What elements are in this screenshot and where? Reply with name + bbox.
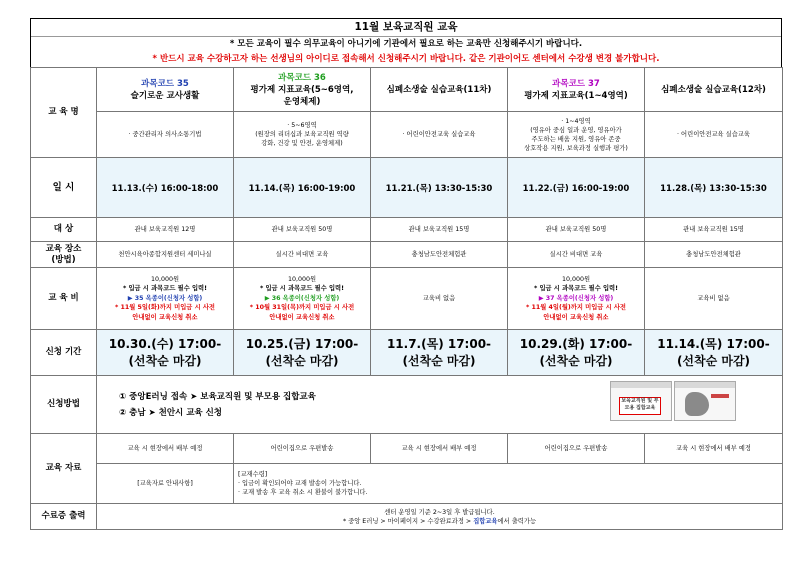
notice-line-2: * 반드시 교육 수강하고자 하는 선생님의 아이디로 접속해서 신청해주시기 바랍니다. 같은 기관이어도 센터에서 수강생 변경 불가합니다. <box>152 54 660 64</box>
row-course-name <box>31 68 783 112</box>
course-detail <box>645 112 783 158</box>
course-detail <box>97 112 234 158</box>
course-place: 충청남도안전체험관 <box>371 242 508 268</box>
fee-amount: 10,000원 <box>287 275 317 283</box>
row-certificate <box>31 504 783 530</box>
label-schedule: 일 시 <box>31 158 97 218</box>
certificate-path-end: 에서 출력가능 <box>497 517 537 525</box>
materials-notice-label: [교육자료 안내사항] <box>97 464 234 504</box>
course-fee <box>508 268 645 330</box>
course-date: 11.21.(목) 13:30-15:30 <box>371 158 508 218</box>
course-date: 11.13.(수) 16:00-18:00 <box>97 158 234 218</box>
fee-cancel-note: 안내없이 교육신청 취소 <box>543 313 609 321</box>
label-target: 대 상 <box>31 218 97 242</box>
row-target <box>31 218 783 242</box>
course-fee <box>97 268 234 330</box>
course-code: 과목코드 37 <box>552 78 600 89</box>
row-materials <box>31 434 783 464</box>
course-fee: 교육비 없음 <box>645 268 783 330</box>
row-materials-notice <box>31 464 783 504</box>
fee-code-line: ▶ 37 옥종이(신청자 성함) <box>538 294 614 302</box>
detail-text: 주도하는 배움 지원, 영유아 존중 <box>531 135 621 143</box>
course-material: 어린이집으로 우편발송 <box>508 434 645 464</box>
deadline-date: 10.29.(화) 17:00- <box>519 336 633 351</box>
fee-amount: 10,000원 <box>561 275 591 283</box>
fee-deadline: * 11월 5일(화)까지 미입금 시 사전 <box>114 304 216 312</box>
fee-deadline: * 10월 31일(목)까지 미입금 시 사전 <box>249 304 355 312</box>
course-deadline <box>234 330 371 376</box>
course-36-header <box>234 68 371 112</box>
label-certificate: 수료증 출력 <box>31 504 97 530</box>
document-page <box>30 18 782 530</box>
deadline-date: 10.30.(수) 17:00- <box>108 336 222 351</box>
detail-text: 상호작용 지원, 보육과정 실행과 평가) <box>524 144 628 152</box>
deadline-note: (선착순 마감) <box>676 353 751 368</box>
row-fee <box>31 268 783 330</box>
detail-text: (영유아 중심 일과 운영, 영유아가 <box>530 126 622 134</box>
course-place: 실시간 비대면 교육 <box>234 242 371 268</box>
label-materials: 교육 자료 <box>31 434 97 504</box>
korea-map-icon <box>685 392 709 416</box>
method-step-1: ① 중앙E러닝 접속 ➤ 보육교직원 및 부모용 집합교육 <box>119 391 316 402</box>
detail-text: · 1~4영역 <box>561 117 591 125</box>
notice-line-1: * 모든 교육이 필수 의무교육이 아니기에 기관에서 필요로 하는 교육만 신청해주시기 바랍니다. <box>229 39 583 49</box>
certificate-line-2 <box>99 517 780 526</box>
course-cpr11-header <box>371 68 508 112</box>
course-name: 평가제 지표교육(5~6영역, <box>250 84 354 95</box>
course-date: 11.22.(금) 16:00-19:00 <box>508 158 645 218</box>
materials-notice <box>234 464 783 504</box>
deadline-date: 11.14.(목) 17:00- <box>657 336 770 351</box>
course-deadline <box>508 330 645 376</box>
detail-text: · 어린이안전교육 실습교육 <box>402 131 476 138</box>
certificate-path-highlight: 집합교육 <box>473 517 498 525</box>
elearning-screenshot <box>610 381 672 421</box>
course-target: 관내 보육교직원 50명 <box>234 218 371 242</box>
certificate-line-1: 센터 운영일 기준 2~3일 후 발급됩니다. <box>384 508 495 516</box>
course-deadline <box>645 330 783 376</box>
course-code: 과목코드 35 <box>141 78 189 89</box>
course-material: 어린이집으로 우편발송 <box>234 434 371 464</box>
screenshot-toolbar <box>675 382 735 388</box>
label-apply-method: 신청방법 <box>31 376 97 434</box>
detail-text: · 5~6영역 <box>287 122 317 129</box>
deadline-note: (선착순 마감) <box>402 353 476 368</box>
label-edu-name: 교 육 명 <box>31 68 97 158</box>
course-name: 심폐소생술 실습교육(12차) <box>661 84 766 95</box>
fee-note: * 입금 시 과목코드 필수 입력! <box>533 285 619 293</box>
certificate-path: * 중앙 E러닝 > 마이페이지 > 수강완료과정 > <box>342 517 474 525</box>
deadline-date: 11.7.(목) 17:00- <box>386 336 492 351</box>
course-target: 관내 보육교직원 15명 <box>371 218 508 242</box>
apply-method-cell <box>97 376 783 434</box>
course-37-header <box>508 68 645 112</box>
course-name: 심폐소생술 실습교육(11차) <box>386 84 492 95</box>
fee-note: * 입금 시 과목코드 필수 입력! <box>259 285 345 293</box>
fee-cancel-note: 안내없이 교육신청 취소 <box>132 313 198 321</box>
course-target: 관내 보육교직원 50명 <box>508 218 645 242</box>
course-deadline <box>97 330 234 376</box>
fee-deadline: * 11월 4일(월)까지 미입금 시 사전 <box>525 304 627 312</box>
course-name: 평가제 지표교육(1~4영역) <box>524 90 628 101</box>
detail-text: · 중간관리자 의사소통기법 <box>128 131 202 138</box>
header <box>30 18 782 67</box>
detail-text: · 어린이안전교육 실습교육 <box>677 131 750 138</box>
course-material: 교육 시 현장에서 배부 예정 <box>97 434 234 464</box>
group-edu-menu-highlight: 보육교직원 및 부모용 집합교육 <box>619 397 661 415</box>
method-step-2: ② 충남 ➤ 천안시 교육 신청 <box>119 407 223 418</box>
course-date: 11.14.(목) 16:00-19:00 <box>234 158 371 218</box>
course-material: 교육 시 현장에서 배부 예정 <box>371 434 508 464</box>
course-35-header <box>97 68 234 112</box>
fee-note: * 입금 시 과목코드 필수 입력! <box>122 285 208 293</box>
fee-amount: 10,000원 <box>150 275 180 283</box>
row-place <box>31 242 783 268</box>
label-apply-period: 신청 기간 <box>31 330 97 376</box>
course-target: 관내 보육교직원 15명 <box>645 218 783 242</box>
course-fee <box>234 268 371 330</box>
label-place: 교육 장소 (방법) <box>31 242 97 268</box>
course-material: 교육 시 현장에서 배부 예정 <box>645 434 783 464</box>
deadline-date: 10.25.(금) 17:00- <box>245 336 359 351</box>
fee-cancel-note: 안내없이 교육신청 취소 <box>269 313 335 321</box>
course-code: 과목코드 36 <box>278 72 326 83</box>
fee-code-line: ▶ 36 옥종이(신청자 성함) <box>264 294 340 302</box>
course-deadline <box>371 330 508 376</box>
detail-text: (원장의 리더십과 보육교직원 역량 <box>255 131 349 138</box>
certificate-info <box>97 504 783 530</box>
label-fee: 교 육 비 <box>31 268 97 330</box>
page-title: 11월 보육교직원 교육 <box>31 19 781 37</box>
course-name: 슬기로운 교사생활 <box>130 90 200 101</box>
course-detail <box>371 112 508 158</box>
deadline-note: (선착순 마감) <box>539 353 613 368</box>
notice-line: · 교재 발송 후 교육 취소 시 환불이 불가합니다. <box>238 489 368 496</box>
course-date: 11.28.(목) 13:30-15:30 <box>645 158 783 218</box>
course-target: 관내 보육교직원 12명 <box>97 218 234 242</box>
notice-line: · 입금이 확인되어야 교재 발송이 가능합니다. <box>238 480 362 487</box>
fee-code-line: ▶ 35 옥종이(신청자 성함) <box>127 294 203 302</box>
screenshot-toolbar <box>611 382 671 388</box>
row-apply-period <box>31 330 783 376</box>
region-highlight-icon <box>711 394 729 398</box>
course-place: 충청남도안전체험관 <box>645 242 783 268</box>
schedule-table <box>30 67 783 530</box>
row-schedule <box>31 158 783 218</box>
course-place: 실시간 비대면 교육 <box>508 242 645 268</box>
course-detail <box>508 112 645 158</box>
detail-text: 강화, 건강 및 안전, 운영체제) <box>261 140 343 147</box>
deadline-note: (선착순 마감) <box>128 353 202 368</box>
region-map-screenshot <box>674 381 736 421</box>
course-place: 천안시육아종합지원센터 세미나실 <box>97 242 234 268</box>
course-fee: 교육비 없음 <box>371 268 508 330</box>
notice-title: [교재수령] <box>238 471 268 478</box>
row-apply-method <box>31 376 783 434</box>
course-cpr12-header <box>645 68 783 112</box>
row-course-detail <box>31 112 783 158</box>
course-name-2: 운영체제) <box>283 96 321 107</box>
course-detail <box>234 112 371 158</box>
deadline-note: (선착순 마감) <box>265 353 339 368</box>
